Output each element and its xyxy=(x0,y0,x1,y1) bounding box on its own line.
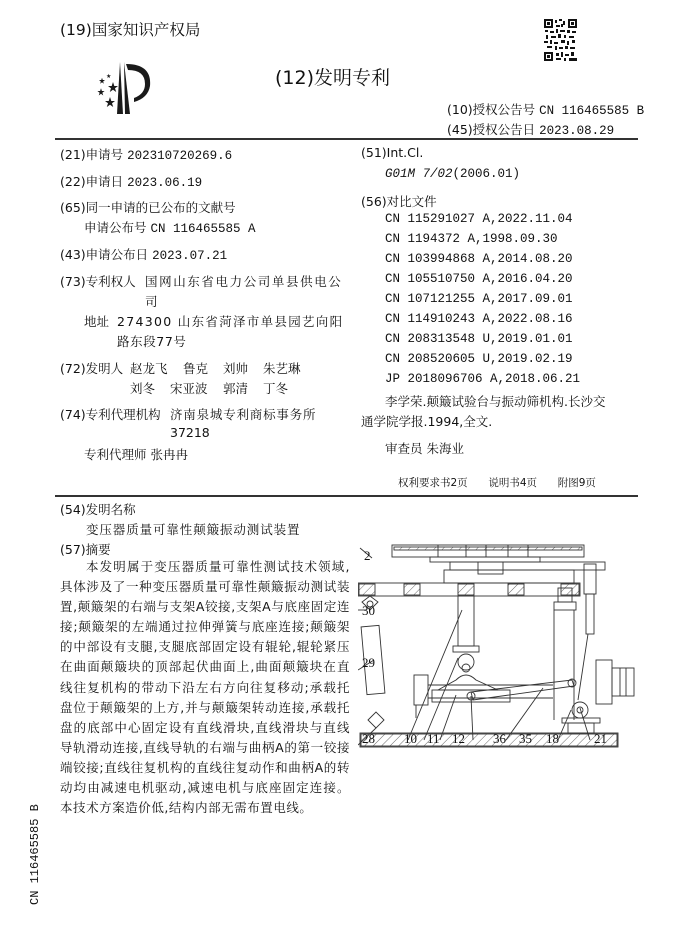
inventor: 宋亚波 xyxy=(170,381,208,396)
application-number-value: 202310720269.6 xyxy=(127,149,233,163)
patentee-line-2: 司 xyxy=(145,294,158,309)
figure-label: 2 xyxy=(364,548,371,563)
cnipa-logo-icon xyxy=(90,58,170,116)
address-line-1: 274300 山东省菏泽市单县园艺向阳 xyxy=(117,314,344,329)
patentee-line-1: 国网山东省电力公司单县供电公 xyxy=(145,274,343,289)
agent xyxy=(84,445,188,463)
publication-date xyxy=(60,245,227,263)
reference-literature-line-1: 李学荣.颠簸试验台与振动筛机构.长沙交 xyxy=(385,394,606,409)
examiner xyxy=(385,439,464,457)
agent-label: 专利代理师 xyxy=(84,447,147,462)
address-label: 地址 xyxy=(84,314,110,329)
references-label: (56)对比文件 xyxy=(361,194,437,209)
figure-label: 12 xyxy=(452,731,465,746)
figure-label: 36 xyxy=(493,731,506,746)
inventor: 鲁克 xyxy=(183,361,209,376)
figure-label: 29 xyxy=(362,655,375,670)
figure-label: 11 xyxy=(427,731,440,746)
reference-item: JP 2018096706 A,2018.06.21 xyxy=(385,372,581,386)
qr-code-icon xyxy=(544,19,577,61)
figure-label: 28 xyxy=(362,731,375,746)
abstract-text: 本发明属于变压器质量可靠性测试技术领域,具体涉及了一种变压器质量可靠性颠簸振动测试装置,颠簸架的右端与支架A铰接,支架A与底座固定连接;颠簸架的左端通过拉伸弹簧与底座连接;颠簸架的中部设有支腿,支腿底部固定设有辊轮,辊轮紧压在曲面颠簸块的顶部起伏曲面上,曲面颠簸块在直线往复机构的带动下沿左右方向往复移动;承载托盘位于颠簸架的上方,并与颠簸架转动连接,承载托盘的底部中心固定设有直线滑块,直线滑块与直线导轨滑动连接,直线导轨的右端与曲柄A的第一铰接端铰接;直线往复机构的直线往复动作和曲柄A的转动均由减速电机驱动,减速电机与底座固定连接。本技术方案造价低,结构内部无需布置电线。 xyxy=(60,559,350,816)
office-name: (19)国家知识产权局 xyxy=(60,21,201,39)
same-application-label: (65)同一申请的已公布的文献号 xyxy=(60,200,236,215)
reference-item: CN 107121255 A,2017.09.01 xyxy=(385,292,573,306)
reference-item: CN 105510750 A,2016.04.20 xyxy=(385,272,573,286)
application-date-value: 2023.06.19 xyxy=(127,176,203,190)
inventor: 郭清 xyxy=(223,381,249,396)
figure-label: 10 xyxy=(404,731,417,746)
inventor: 朱艺琳 xyxy=(263,361,301,376)
reference-item: CN 115291027 A,2022.11.04 xyxy=(385,212,573,226)
grant-date-label: (45)授权公告日 xyxy=(447,122,536,137)
application-number-label: (21)申请号 xyxy=(60,147,124,162)
grant-date xyxy=(447,120,614,138)
intcl-code: G01M 7/02 xyxy=(385,167,453,181)
reference-item: CN 208313548 U,2019.01.01 xyxy=(385,332,573,346)
drawings-pages: 附图9页 xyxy=(557,477,596,489)
figure-label: 30 xyxy=(362,603,375,618)
intcl-version: (2006.01) xyxy=(452,167,521,181)
agency-label: (74)专利代理机构 xyxy=(60,407,161,422)
document-type: (12)发明专利 xyxy=(275,67,391,89)
inventor: 丁冬 xyxy=(263,381,289,396)
address-line-2: 路东段77号 xyxy=(117,334,187,349)
agent-name: 张冉冉 xyxy=(150,447,189,462)
reference-item: CN 1194372 A,1998.09.30 xyxy=(385,232,558,246)
page-counts xyxy=(398,475,596,490)
publication-number-label: 申请公布号 xyxy=(84,220,147,235)
abstract-label: (57)摘要 xyxy=(60,542,111,557)
grant-publication-number xyxy=(447,100,644,118)
application-number xyxy=(60,145,232,163)
publication-number xyxy=(84,218,256,236)
inventor: 刘帅 xyxy=(223,361,249,376)
agency-code: 37218 xyxy=(170,425,210,440)
examiner-label: 审查员 xyxy=(385,441,423,456)
reference-item: CN 208520605 U,2019.02.19 xyxy=(385,352,573,366)
reference-item: CN 114910243 A,2022.08.16 xyxy=(385,312,573,326)
top-divider xyxy=(55,138,638,140)
inventor: 刘冬 xyxy=(130,381,156,396)
claims-pages: 权利要求书2页 xyxy=(398,477,468,489)
examiner-name: 朱海业 xyxy=(426,441,465,456)
publication-date-value: 2023.07.21 xyxy=(152,249,228,263)
inventors-label: (72)发明人 xyxy=(60,361,124,376)
figure-label: 18 xyxy=(546,731,559,746)
reference-item: CN 103994868 A,2014.08.20 xyxy=(385,252,573,266)
intcl-label: (51)Int.Cl. xyxy=(361,145,424,160)
middle-divider xyxy=(55,495,638,497)
invention-title: 变压器质量可靠性颠簸振动测试装置 xyxy=(86,522,301,537)
agency-name: 济南泉城专利商标事务所 xyxy=(170,407,317,422)
figure-label: 35 xyxy=(519,731,532,746)
invention-title-label: (54)发明名称 xyxy=(60,502,136,517)
figure-label: 21 xyxy=(594,731,607,746)
abstract-figure xyxy=(358,540,640,752)
publication-number-value: CN 116465585 A xyxy=(150,222,256,236)
side-publication-number: CN 116465585 B xyxy=(28,804,42,905)
intcl-classification xyxy=(385,165,520,181)
publication-date-label: (43)申请公布日 xyxy=(60,247,149,262)
application-date-label: (22)申请日 xyxy=(60,174,124,189)
grant-date-value: 2023.08.29 xyxy=(539,124,615,138)
grant-publication-number-label: (10)授权公告号 xyxy=(447,102,536,117)
reference-literature-line-2: 通学院学报.1994,全文. xyxy=(361,414,493,429)
grant-publication-number-value: CN 116465585 B xyxy=(539,104,645,118)
description-pages: 说明书4页 xyxy=(488,477,538,489)
inventor: 赵龙飞 xyxy=(130,361,168,376)
application-date xyxy=(60,172,202,190)
patentee-label: (73)专利权人 xyxy=(60,274,136,289)
